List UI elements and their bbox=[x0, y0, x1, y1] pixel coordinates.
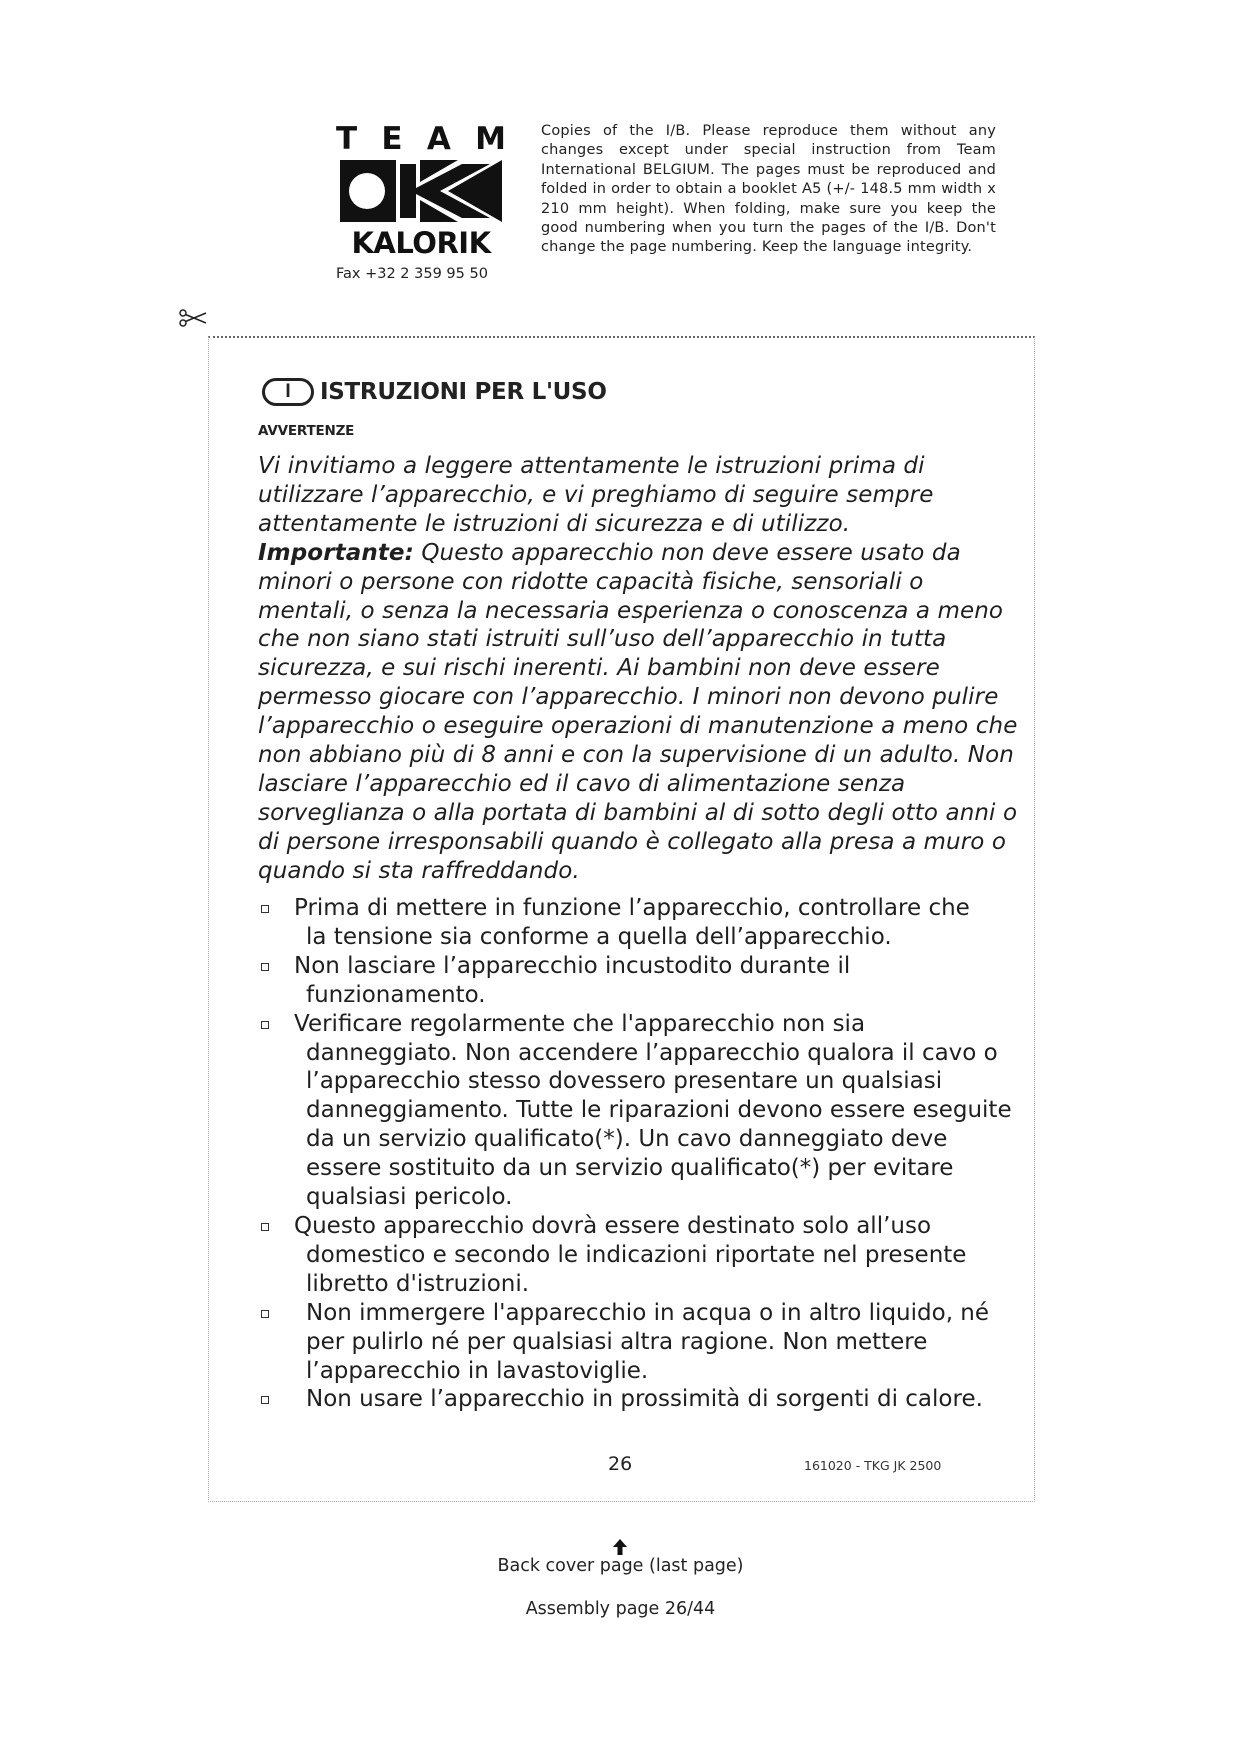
back-cover-note: Back cover page (last page) bbox=[497, 1556, 744, 1576]
reproduction-instructions: Copies of the I/B. Please reproduce them without any changes except under special instruction from Team International BELGIUM. The pages must be reproduced and folded in order to obtain a booklet A5 (+/- 148.5 mm width x 210 mm height). When folding, make sure you keep the good numbering when you turn the pages of the I/B. Don't change the page numbering. Keep the language integrity. bbox=[541, 123, 996, 256]
checkbox-bullet-icon bbox=[261, 1021, 269, 1029]
language-badge: I bbox=[262, 378, 314, 406]
list-item-first-line: Questo apparecchio dovrà essere destinato solo all’uso bbox=[294, 1212, 932, 1239]
logo-brand-text: KALORIK bbox=[351, 226, 491, 260]
scissors-icon bbox=[178, 308, 208, 328]
team-kalorik-logo bbox=[336, 122, 506, 282]
page-heading bbox=[262, 378, 607, 406]
list-item-first-line: Verificare regolarmente che l'apparecchio non sia bbox=[294, 1010, 866, 1037]
warning-paragraph bbox=[258, 452, 1018, 886]
important-text: Questo apparecchio non deve essere usato da minori o persone con ridotte capacità fisiche, sensoriali o mentali, o senza la necessaria esperienza o conoscenza a meno che non siano stati istruiti sull’uso dell’apparecchio in tutta sicurezza, e sui rischi inerenti. Ai bambini non deve essere permesso giocare con l’apparecchio. I minori non devono pulire l’apparecchio o eseguire operazioni di manutenzione a meno che non abbiano più di 8 anni e con la supervisione di un adulto. Non lasciare l’apparecchio ed il cavo di alimentazione senza sorveglianza o alla portata di bambini al di sotto degli otto anni o di persone irresponsabili quando è collegato alla presa a muro o quando si sta raffreddando. bbox=[258, 539, 1018, 884]
logo-letter: E bbox=[381, 121, 403, 157]
list-item-continuation: la tensione sia conforme a quella dell’apparecchio. bbox=[306, 923, 892, 950]
assembly-page-note: Assembly page 26/44 bbox=[525, 1599, 716, 1619]
logo-letter: M bbox=[475, 121, 506, 157]
list-item-continuation: per pulirlo né per qualsiasi altra ragione. Non mettere l’apparecchio in lavastoviglie. bbox=[306, 1328, 928, 1384]
list-item-first-line: Non usare l’apparecchio in prossimità di sorgenti di calore. bbox=[306, 1386, 983, 1413]
list-item-first-line: Non lasciare l’apparecchio incustodito durante il bbox=[294, 952, 851, 979]
list-item bbox=[258, 1299, 1018, 1386]
list-item-continuation: funzionamento. bbox=[306, 981, 486, 1008]
checkbox-bullet-icon bbox=[261, 1310, 269, 1318]
checkbox-bullet-icon bbox=[261, 905, 269, 913]
up-arrow-icon bbox=[613, 1539, 627, 1555]
logo-letter: T bbox=[336, 121, 358, 157]
list-item-continuation: danneggiato. Non accendere l’apparecchio qualora il cavo o l’apparecchio stesso dovessero presentare un qualsiasi danneggiamento. Tutte le riparazioni devono essere eseguite da un servizio qualificato(*). Un cavo danneggiato deve essere sostituito da un servizio qualificato(*) per evitare qualsiasi pericolo. bbox=[306, 1039, 1012, 1211]
logo-letter: A bbox=[426, 121, 451, 157]
important-label: Importante: bbox=[258, 539, 414, 566]
safety-list bbox=[258, 894, 1018, 1414]
list-item-first-line: Non immergere l'apparecchio in acqua o in altro liquido, né bbox=[306, 1299, 990, 1326]
logo-team-text bbox=[336, 122, 506, 156]
document-reference: 161020 - TKG JK 2500 bbox=[804, 1458, 942, 1473]
checkbox-bullet-icon bbox=[261, 1223, 269, 1231]
list-item bbox=[258, 1010, 1018, 1212]
list-item-continuation: domestico e secondo le indicazioni riportate nel presente libretto d'istruzioni. bbox=[306, 1241, 967, 1297]
warning-intro: Vi invitiamo a leggere attentamente le istruzioni prima di utilizzare l’apparecchio, e vi preghiamo di seguire sempre attentamente le istruzioni di sicurezza e di utilizzo. bbox=[258, 453, 934, 537]
list-item-first-line: Prima di mettere in funzione l’apparecchio, controllare che bbox=[294, 895, 970, 921]
kalorik-mark-icon bbox=[340, 160, 502, 222]
checkbox-bullet-icon bbox=[261, 963, 269, 971]
list-item bbox=[258, 1385, 1018, 1414]
page-title: ISTRUZIONI PER L'USO bbox=[320, 379, 607, 405]
fax-number: Fax +32 2 359 95 50 bbox=[336, 266, 488, 282]
section-label: AVVERTENZE bbox=[258, 423, 355, 439]
checkbox-bullet-icon bbox=[261, 1396, 269, 1404]
list-item bbox=[258, 894, 1018, 952]
page-number: 26 bbox=[608, 1453, 633, 1475]
list-item bbox=[258, 952, 1018, 1010]
list-item bbox=[258, 1212, 1018, 1299]
